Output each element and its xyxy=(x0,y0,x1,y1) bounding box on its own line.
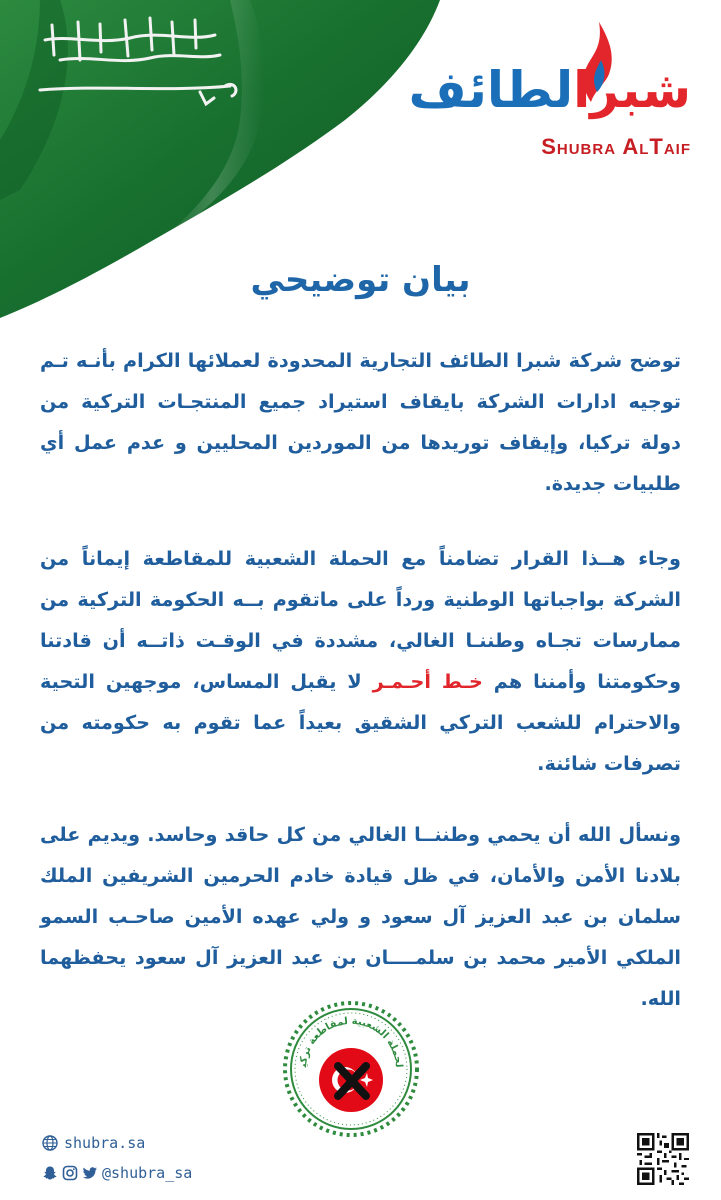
page-title: بيان توضيحي xyxy=(250,260,471,300)
boycott-campaign-seal xyxy=(282,1000,420,1138)
paragraph-1: توضح شركة شبرا الطائف التجارية المحدودة لعملائها الكرام بأنـه تـم توجيه ادارات الشركة بايقاف استيراد جميع المنتجـات التركية من دولة تركيا، وإيقاف توريدها من الموردين المحليين و عدم عمل أي طلبيات جديدة. xyxy=(40,349,681,495)
globe-icon xyxy=(42,1135,58,1151)
company-logo xyxy=(408,20,691,170)
footer-website[interactable] xyxy=(42,1134,145,1152)
svg-text:الحملة الشعبية لمقاطعة تركيا: لحملة الشعبية لمقاطعة تركي xyxy=(298,1015,405,1068)
paragraph-3: ونسأل الله أن يحمي وطننــا الغالي من كل حاقد وحاسد. ويديم على بلادنا الأمن والأمان، في ظل قيادة خادم الحرمين الشريفين الملك سلمان بن عبد العزيز آل سعود و ولي عهده الأمين صاحـب السمو الملكي الأمير محمد بن سلمــــان بن عبد العزيز آل سعود يحفظهما الله. xyxy=(40,823,681,1010)
instagram-icon xyxy=(62,1165,78,1181)
paragraph-2: وجاء هــذا القرار تضامناً مع الحملة الشعبية للمقاطعة إيماناً من الشركة بواجباتها الوطنية ورداً على ماتقوم بــه الحكومة التركية من ممارسات تجـاه وطننـا الغالي، مشددة في الوقـت ذاتــه أن قادتنا وحكومتنا وأمننا هم خـط أحـمـر لا يقبل المساس، موجهين التحية والاحترام للشعب التركي الشقيق بعيداً عما تقوم به حكومته من تصرفات شائنة. xyxy=(40,547,681,775)
logo-arabic-name: شبرالطائف xyxy=(408,61,691,119)
qr-code[interactable] xyxy=(637,1133,689,1185)
snapchat-icon xyxy=(42,1165,58,1181)
social-handle-text: @shubra_sa xyxy=(102,1164,193,1182)
red-line-highlight: خـط أحـمـر xyxy=(372,670,483,693)
logo-english-name: Shubra AlTaif xyxy=(541,134,691,159)
footer-social[interactable] xyxy=(42,1164,192,1182)
website-text: shubra.sa xyxy=(64,1134,146,1152)
twitter-icon xyxy=(82,1165,98,1181)
